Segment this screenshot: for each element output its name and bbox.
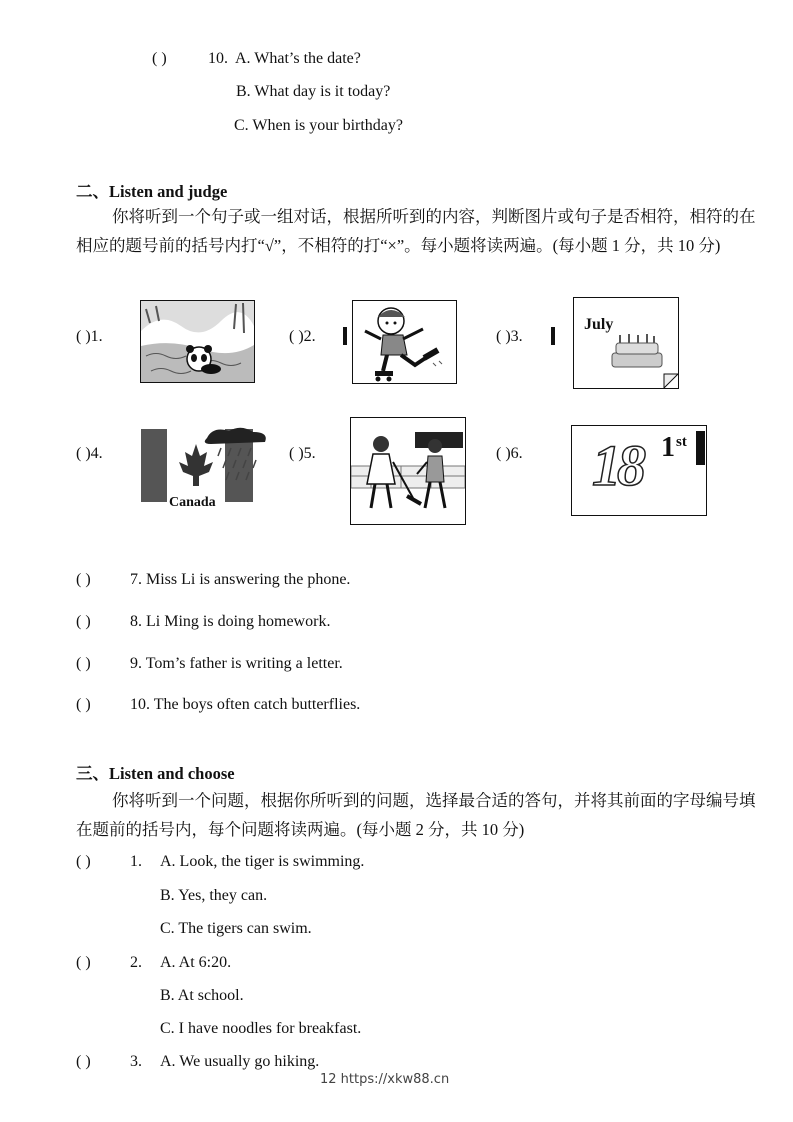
picture-3-label[interactable]: ( )3. <box>496 328 523 345</box>
marker-bar <box>343 327 347 345</box>
picture-6-caption-sup: st <box>676 434 687 450</box>
page-footer: 12 https://xkw88.cn <box>320 1072 450 1087</box>
sentence-10-text: 10. The boys often catch butterflies. <box>130 696 361 713</box>
sentence-8-bracket[interactable]: ( ) <box>76 613 91 630</box>
section-2-instruction: 你将听到一个句子或一组对话，根据所听到的内容，判断图片或句子是否相符，相符的在相应的题号前的括号内打“√”，不相符的打“×”。每小题将读两遍。(每小题 1 分，共 10 分) <box>76 207 756 255</box>
picture-6-caption-number: 18 <box>592 433 642 498</box>
choose-3-number: 3. <box>130 1053 142 1070</box>
choose-2-number: 2. <box>130 954 142 971</box>
marker-bar <box>551 327 555 345</box>
picture-6-caption-big: 1 <box>661 432 675 463</box>
choose-1-option-b: B. Yes, they can. <box>160 887 268 904</box>
picture-6-label[interactable]: ( )6. <box>496 445 523 462</box>
section-2-title: 二、Listen and judge <box>76 182 228 201</box>
panda-swimming-image <box>140 300 255 383</box>
sentence-9-bracket[interactable]: ( ) <box>76 655 91 672</box>
question-10-option-c: C. When is your birthday? <box>234 117 404 134</box>
question-10-number: 10. <box>208 50 228 67</box>
children-sweeping-image <box>350 417 466 525</box>
boy-roller-skating-image <box>352 300 457 384</box>
canada-flag-rain-image <box>141 426 271 512</box>
choose-1-bracket[interactable]: ( ) <box>76 853 91 870</box>
choose-2-option-b: B. At school. <box>160 987 244 1004</box>
choose-1-option-a: A. Look, the tiger is swimming. <box>160 853 365 870</box>
choose-2-option-c: C. I have noodles for breakfast. <box>160 1020 362 1037</box>
choose-3-bracket[interactable]: ( ) <box>76 1053 91 1070</box>
sentence-10-bracket[interactable]: ( ) <box>76 696 91 713</box>
choose-2-bracket[interactable]: ( ) <box>76 954 91 971</box>
choose-2-option-a: A. At 6:20. <box>160 954 232 971</box>
picture-4-caption: Canada <box>169 495 216 510</box>
choose-3-option-a: A. We usually go hiking. <box>160 1053 320 1070</box>
picture-5-label[interactable]: ( )5. <box>289 445 316 462</box>
choose-1-number: 1. <box>130 853 142 870</box>
choose-1-option-c: C. The tigers can swim. <box>160 920 312 937</box>
july-birthday-cake-image <box>573 297 679 389</box>
sentence-7-text: 7. Miss Li is answering the phone. <box>130 571 351 588</box>
picture-3-caption: July <box>584 316 614 333</box>
question-10-option-b: B. What day is it today? <box>236 83 391 100</box>
question-10-option-a: A. What’s the date? <box>235 50 361 67</box>
sentence-7-bracket[interactable]: ( ) <box>76 571 91 588</box>
picture-1-label[interactable]: ( )1. <box>76 328 103 345</box>
sentence-8-text: 8. Li Ming is doing homework. <box>130 613 331 630</box>
marker-bar <box>696 431 705 465</box>
section-3-instruction: 你将听到一个问题，根据你所听到的问题，选择最合适的答句，并将其前面的字母编号填在题前的括号内，每个问题将读两遍。(每小题 2 分，共 10 分) <box>76 791 756 839</box>
date-18-1st-image <box>571 425 707 516</box>
question-10-answer-bracket[interactable]: ( ) <box>152 50 167 67</box>
section-3-title: 三、Listen and choose <box>76 764 235 783</box>
picture-2-label[interactable]: ( )2. <box>289 328 316 345</box>
picture-4-label[interactable]: ( )4. <box>76 445 103 462</box>
sentence-9-text: 9. Tom’s father is writing a letter. <box>130 655 343 672</box>
